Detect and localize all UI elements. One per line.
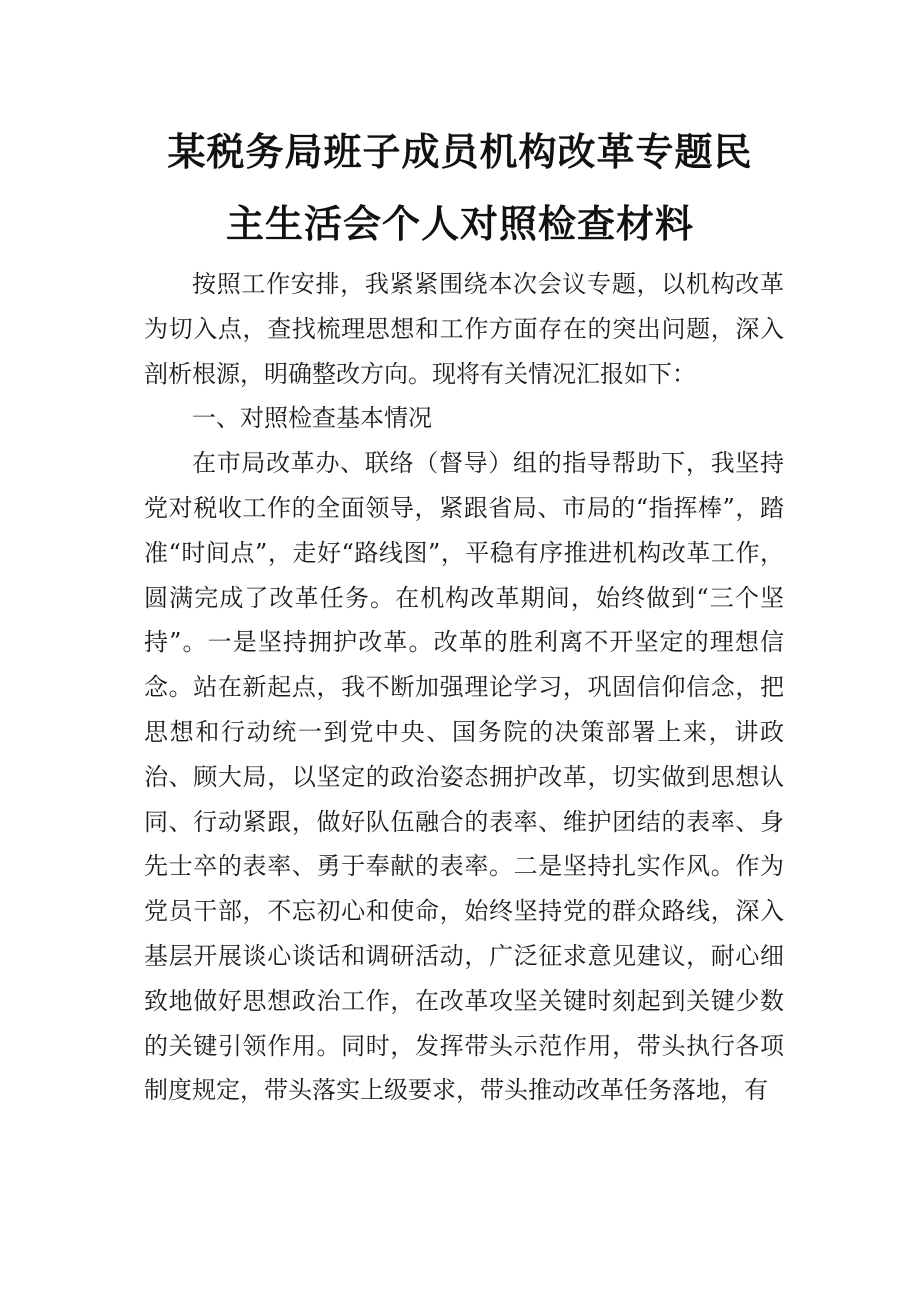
section-heading: 一、对照检查基本情况 [192, 404, 432, 433]
document-title-line-2: 主生活会个人对照检查材料 [225, 202, 694, 246]
document-body [144, 262, 784, 1113]
body-paragraph: 在市局改革办、联络（督导）组的指导帮助下，我坚持党对税收工作的全面领导，紧跟省局、市局的“指挥棒”，踏准“时间点”，走好“路线图”，平稳有序推进机构改革工作，圆满完成了改革任务。在机构改革期间，始终做到“三个坚持”。一是坚持拥护改革。改革的胜利离不开坚定的理想信念。站在新起点，我不断加强理论学习，巩固信仰信念，把思想和行动统一到党中央、国务院的决策部署上来，讲政治、顾大局，以坚定的政治姿态拥护改革，切实做到思想认同、行动紧跟，做好队伍融合的表率、维护团结的表率、身先士卒的表率、勇于奉献的表率。二是坚持扎实作风。作为党员干部，不忘初心和使命，始终坚持党的群众路线，深入基层开展谈心谈话和调研活动，广泛征求意见建议，耐心细致地做好思想政治工作，在改革攻坚关键时刻起到关键少数的关键引领作用。同时，发挥带头示范作用，带头执行各项制度规定，带头落实上级要求，带头推动改革任务落地，有 [144, 449, 784, 1105]
intro-paragraph: 按照工作安排，我紧紧围绕本次会议专题，以机构改革为切入点，查找梳理思想和工作方面存在的突出问题，深入剖析根源，明确整改方向。现将有关情况汇报如下： [144, 270, 784, 388]
document-title-line-1: 某税务局班子成员机构改革专题民 [167, 130, 753, 174]
